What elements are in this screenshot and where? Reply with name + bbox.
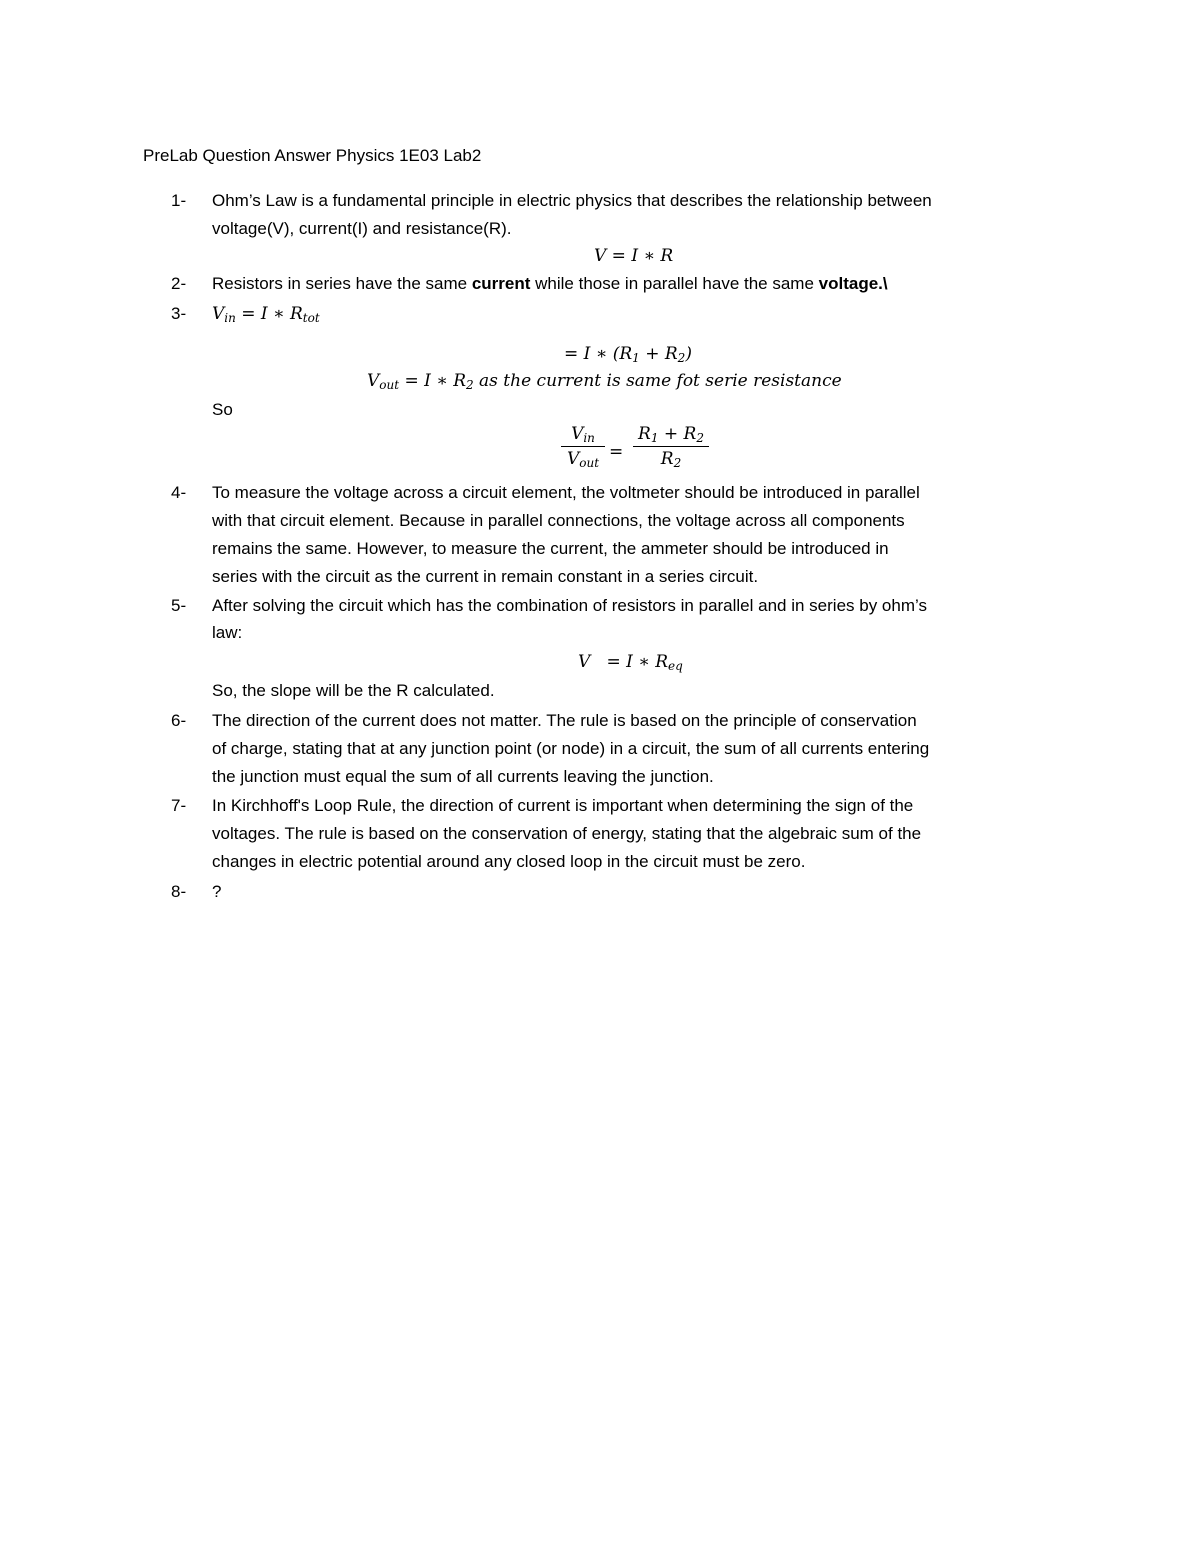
item-number-6: 6- [171, 711, 187, 730]
rtot-expansion-equation: = I ∗ $(R_1 + R_2)$ [564, 344, 692, 365]
page-title: PreLab Question Answer Physics 1E03 Lab2 [143, 146, 482, 165]
item-2-text-a: Resistors in series have the same [212, 274, 472, 293]
item-number-1: 1- [171, 191, 187, 210]
item-1-line-2: voltage(V), current(I) and resistance(R). [212, 219, 512, 238]
item-4-line-3: remains the same. However, to measure the current, the ammeter should be introduced in [212, 539, 889, 558]
item-1-line-1: Ohm’s Law is a fundamental principle in electric physics that describes the relationship between [212, 191, 932, 210]
item-2-line-1 [212, 272, 888, 296]
item-number-7: 7- [171, 796, 187, 815]
item-4-line-4: series with the circuit as the current in remain constant in a series circuit. [212, 567, 759, 586]
item-2-bold-voltage: voltage.\ [818, 274, 888, 293]
req-equation: V = I ∗ $R_{eq}$ [578, 652, 683, 673]
item-number-3: 3- [171, 304, 187, 323]
item-5-line-1: After solving the circuit which has the combination of resistors in parallel and in series by ohm’s [212, 596, 927, 615]
vout-equation: $V_{out} = I$ ∗ $R_2$ as the current is same fot serie resistance [367, 371, 842, 392]
so-label: So [212, 400, 233, 419]
ohms-law-equation: V = I ∗ R [594, 246, 674, 266]
item-6-line-1: The direction of the current does not matter. The rule is based on the principle of conservation [212, 711, 917, 730]
vin-equation: $V_{in} = I$ ∗ $R_{tot}$ [212, 304, 320, 325]
item-number-8: 8- [171, 882, 187, 901]
item-number-5: 5- [171, 596, 187, 615]
item-5-after: So, the slope will be the R calculated. [212, 681, 495, 700]
item-6-line-3: the junction must equal the sum of all currents leaving the junction. [212, 767, 714, 786]
item-4-line-1: To measure the voltage across a circuit element, the voltmeter should be introduced in parallel [212, 483, 920, 502]
vin-over-vout-fraction: $V_{in}$ $V_{out}$ [561, 423, 605, 470]
item-5-line-2: law: [212, 623, 243, 642]
item-7-line-2: voltages. The rule is based on the conservation of energy, stating that the algebraic sum of the [212, 824, 922, 843]
item-2-bold-current: current [471, 274, 531, 293]
r-ratio-fraction: $R_1 + R_2$ $R_2$ [633, 423, 709, 470]
item-4-line-2: with that circuit element. Because in parallel connections, the voltage across all components [212, 511, 905, 530]
fraction-equals-sign: = [609, 442, 624, 462]
item-8-line-1: ? [212, 882, 222, 901]
item-7-line-3: changes in electric potential around any closed loop in the circuit must be zero. [212, 852, 806, 871]
item-2-text-b: while those in parallel have the same [530, 274, 819, 293]
item-7-line-1: In Kirchhoff's Loop Rule, the direction of current is important when determining the sign of the [212, 796, 914, 815]
item-6-line-2: of charge, stating that at any junction point (or node) in a circuit, the sum of all currents entering [212, 739, 930, 758]
item-number-4: 4- [171, 483, 187, 502]
item-number-2: 2- [171, 274, 187, 293]
